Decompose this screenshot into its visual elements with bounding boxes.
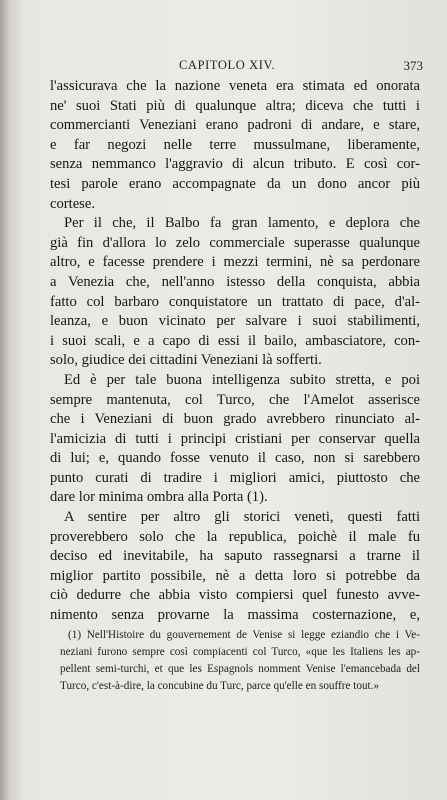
page-gutter-shadow	[0, 0, 10, 800]
text-line: Ed è per tale buona intelligenza subito stretta, e poi	[64, 371, 420, 388]
text-line: i suoi scali, e a capo di essi il bailo, ambasciatore, con-	[50, 332, 420, 349]
text-line: sempre mantenuta, col Turco, che l'Amelot asserisce	[50, 391, 420, 408]
text-line: A sentire per altro gli storici veneti, questi fatti	[64, 509, 420, 526]
text-line: proverebbero solo che la republica, poichè il male fu	[50, 528, 420, 545]
text-line: commercianti Veneziani erano padroni di andare, e stare,	[50, 117, 420, 134]
text-line: ne' suoi Stati più di qualunque altra; diceva che tutti i	[50, 97, 420, 114]
footnote	[60, 627, 420, 695]
text-line: miglior partito possibile, nè a detta loro si potrebbe da	[50, 567, 420, 584]
footnote-line: pellent semi-turchi, et que les Espagnols nomment Venise l'emancebada del	[60, 663, 420, 675]
footnote-line: (1) Nell'Histoire du gouvernement de Venise si legge eziandio che i Ve-	[68, 629, 420, 641]
page-header	[44, 58, 423, 76]
text-line: deciso ed inevitabile, ha saputo rassegnarsi a trarne il	[50, 548, 420, 565]
text-line: l'amicizia di tutti i principi cristiani per conservar quella	[50, 430, 420, 447]
footnote-line: Turco, c'est-à-dire, la concubine du Turc, parce qu'elle en souffre tout.»	[60, 680, 380, 692]
text-line: punto curati di tradire i migliori amici, piuttosto che	[50, 469, 420, 486]
text-line: ciò dedurre che abbia visto compiersi quel funesto avve-	[50, 587, 420, 604]
text-line: nimento senza provarne la massima costernazione, e,	[50, 607, 420, 624]
text-line: altro, e facesse prendere i mezzi termini, nè sa perdonare	[50, 254, 420, 271]
body-text	[50, 77, 420, 626]
text-line: leanza, e buon vicinato per salvare i suoi stabilimenti,	[50, 313, 420, 330]
text-line: che i Veneziani di buon grado avrebbero rinunciato al-	[50, 411, 420, 428]
text-line: l'assicurava che la nazione veneta era stimata ed onorata	[50, 78, 420, 94]
text-line: tesi parole erano accompagnate da un dono ancor più	[50, 175, 420, 192]
footnote-line: neziani furono sempre così compiacenti col Turco, «que les Italiens les ap-	[60, 646, 420, 658]
page-number: 373	[403, 58, 423, 73]
text-line: Per il che, il Balbo fa gran lamento, e deplora che	[64, 215, 420, 232]
text-line: dare lor minima ombra alla Porta (1).	[50, 489, 268, 506]
text-line: già fin d'allora lo zelo commerciale superasse qualunque	[50, 234, 420, 251]
text-line: di lui; e, quando fosse venuto il caso, non si sarebbero	[50, 450, 420, 467]
text-line: solo, giudice dei cittadini Veneziani là sofferti.	[50, 352, 322, 369]
text-line: a Venezia che, nell'anno istesso della conquista, abbia	[50, 273, 420, 290]
text-line: fatto col barbaro conquistatore un trattato di pace, d'al-	[50, 293, 420, 310]
running-title: CAPITOLO XIV.	[179, 58, 276, 72]
text-line: cortese.	[50, 195, 95, 212]
text-line: senza nemmanco l'aggravio di alcun tributo. E così cor-	[50, 156, 420, 173]
text-line: e far negozi nelle terre mussulmane, liberamente,	[50, 136, 420, 153]
